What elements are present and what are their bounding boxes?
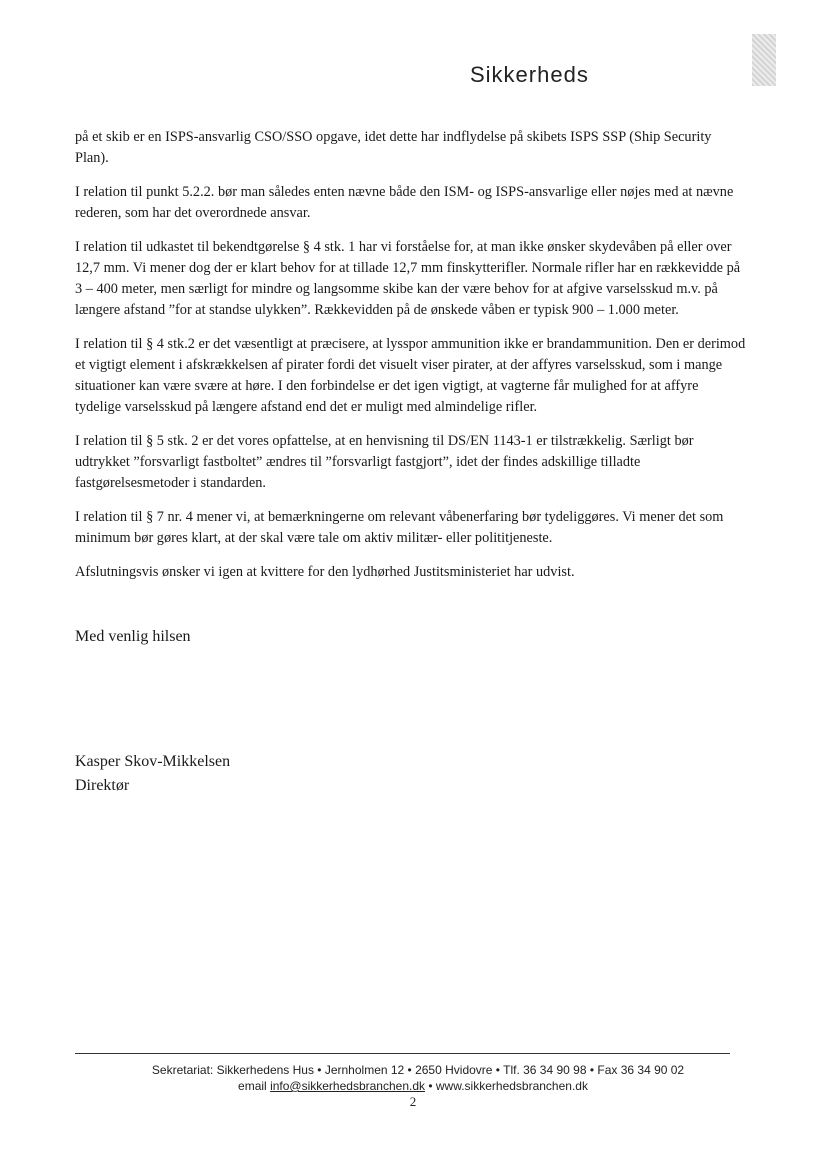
letterhead-brand: Sikkerheds <box>470 62 589 87</box>
letter-body <box>75 127 747 596</box>
closing-salutation: Med venlig hilsen <box>75 628 191 645</box>
signer-name: Kasper Skov-Mikkelsen <box>75 753 231 770</box>
email-link[interactable]: info@sikkerhedsbranchen.dk <box>270 1079 425 1093</box>
paragraph: på et skib er en ISPS-ansvarlig CSO/SSO opgave, idet dette har indflydelse på skibets ISPS SSP (Ship Security Plan). <box>75 129 712 166</box>
paragraph: Afslutningsvis ønsker vi igen at kvittere for den lydhørhed Justitsministeriet har udvist. <box>75 564 575 580</box>
paragraph: I relation til punkt 5.2.2. bør man således enten nævne både den ISM- og ISPS-ansvarlige eller nøjes med at nævne rederen, som har det overordnede ansvar. <box>75 184 734 221</box>
paragraph: I relation til § 4 stk.2 er det væsentligt at præcisere, at lysspor ammunition ikke er brandammunition. Den er derimod et vigtigt element i afskrækkelsen af pirater fordi det visuelt viser pirater, at der affyres varselsskud, som i mange situationer kan være svære at høre. I den forbindelse er det igen vigtigt, at vagterne får mulighed for at affyre tydelige varselsskud på længere afstand end det er muligt med almindelige rifler. <box>75 336 746 415</box>
signature-block <box>75 750 230 798</box>
scan-artifact <box>752 34 776 86</box>
email-label: email <box>238 1079 267 1093</box>
website-link[interactable]: www.sikkerhedsbranchen.dk <box>435 1079 588 1093</box>
footer-contact <box>0 1078 826 1094</box>
page-number: 2 <box>409 1094 417 1109</box>
paragraph: I relation til udkastet til bekendtgørelse § 4 stk. 1 har vi forståelse for, at man ikke ønsker skydevåben på eller over 12,7 mm. Vi mener dog der er klart behov for at tillade 12,7 mm finskytterifler. Normale rifler har en rækkevidde på 3 – 400 meter, men særligt for mindre og langsomme skibe kan der være behov for at afgive varselsskud m.v. på længere afstand ”for at standse ulykken”. Rækkevidden på de ønskede våben er typisk 900 – 1.000 meter. <box>75 239 741 318</box>
footer-divider <box>75 1053 730 1054</box>
footer <box>0 1062 826 1110</box>
paragraph: I relation til § 5 stk. 2 er det vores opfattelse, at en henvisning til DS/EN 1143-1 er tilstrækkelig. Særligt bør udtrykket ”forsvarligt fastboltet” ændres til ”forsvarligt fastgjort”, idet der findes adskillige tilladte fastgørelsesmetoder i standarden. <box>75 433 694 491</box>
footer-separator: • <box>428 1079 433 1093</box>
signer-title: Direktør <box>75 777 130 794</box>
footer-address: Sekretariat: Sikkerhedens Hus • Jernholmen 12 • 2650 Hvidovre • Tlf. 36 34 90 98 • Fax 36 34 90 02 <box>151 1063 685 1077</box>
paragraph: I relation til § 7 nr. 4 mener vi, at bemærkningerne om relevant våbenerfaring bør tydeliggøres. Vi mener det som minimum bør gøres klart, at der skal være tale om aktiv militær- eller polititjeneste. <box>75 509 724 546</box>
